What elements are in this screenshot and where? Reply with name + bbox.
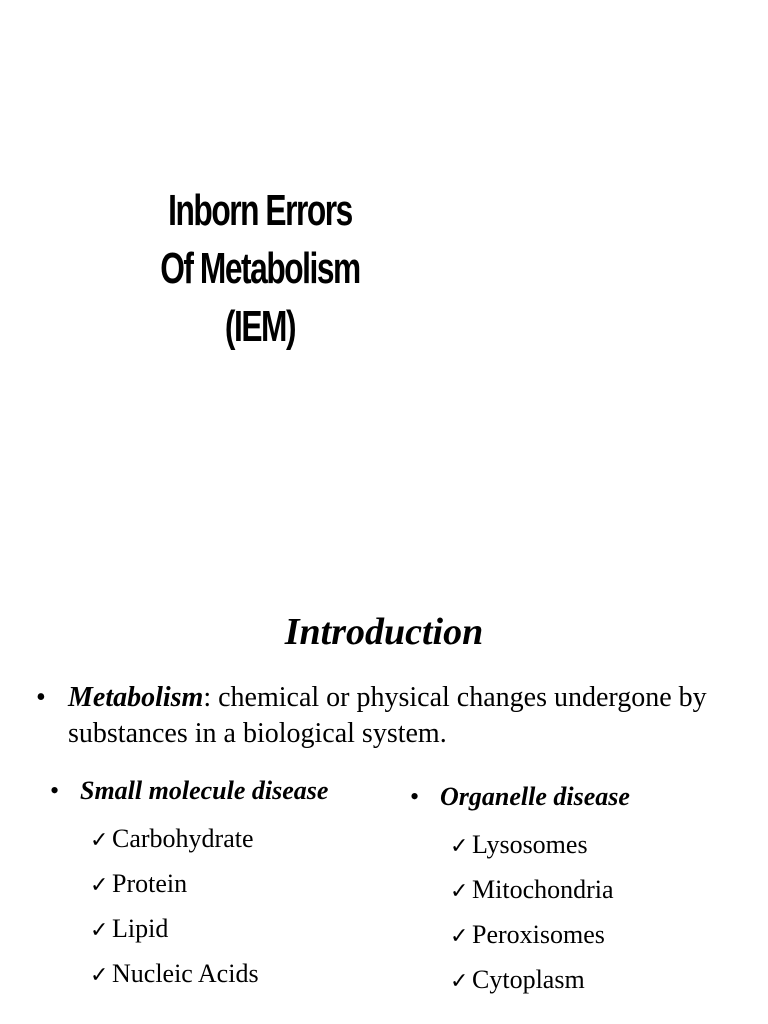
small-molecule-list	[50, 817, 390, 997]
small-molecule-label: Small molecule disease	[80, 776, 329, 805]
check-icon: ✓	[90, 963, 109, 988]
list-item-label: Mitochondria	[472, 875, 614, 904]
list-item-label: Lipid	[112, 914, 169, 943]
document-title	[120, 182, 400, 356]
check-icon: ✓	[450, 834, 469, 859]
list-item	[450, 823, 750, 868]
definition-body: : chemical or physical changes undergone by substances in a biological system.	[68, 682, 707, 749]
check-icon: ✓	[450, 969, 469, 994]
check-icon: ✓	[90, 828, 109, 853]
list-item-label: Peroxisomes	[472, 920, 605, 949]
list-item-label: Nucleic Acids	[112, 959, 259, 988]
bullet-marker: •	[36, 682, 46, 713]
list-item	[90, 817, 390, 862]
small-molecule-heading	[50, 775, 390, 807]
bullet-marker: •	[410, 782, 420, 811]
list-item-label: Protein	[112, 869, 188, 898]
list-item-label: Cytoplasm	[472, 965, 585, 994]
organelle-label: Organelle disease	[440, 782, 630, 811]
check-icon: ✓	[90, 873, 109, 898]
organelle-column	[410, 781, 750, 1003]
definition-text	[68, 680, 736, 752]
title-line-3: (IEM)	[224, 302, 296, 351]
list-item-label: Lysosomes	[472, 830, 588, 859]
organelle-list	[410, 823, 750, 1003]
definition-bullet	[36, 680, 736, 752]
check-icon: ✓	[450, 879, 469, 904]
list-item-label: Carbohydrate	[112, 824, 254, 853]
check-icon: ✓	[450, 924, 469, 949]
title-line-1: Inborn Errors	[168, 186, 352, 235]
bullet-marker: •	[50, 776, 60, 805]
list-item	[90, 862, 390, 907]
list-item	[450, 958, 750, 1003]
list-item	[450, 913, 750, 958]
list-item	[450, 868, 750, 913]
small-molecule-column	[50, 775, 390, 997]
title-line-2: Of Metabolism	[160, 244, 360, 293]
organelle-heading	[410, 781, 750, 813]
list-item	[90, 907, 390, 952]
list-item	[90, 952, 390, 997]
section-heading: Introduction	[284, 611, 484, 653]
definition-term: Metabolism	[68, 682, 204, 713]
check-icon: ✓	[90, 918, 109, 943]
